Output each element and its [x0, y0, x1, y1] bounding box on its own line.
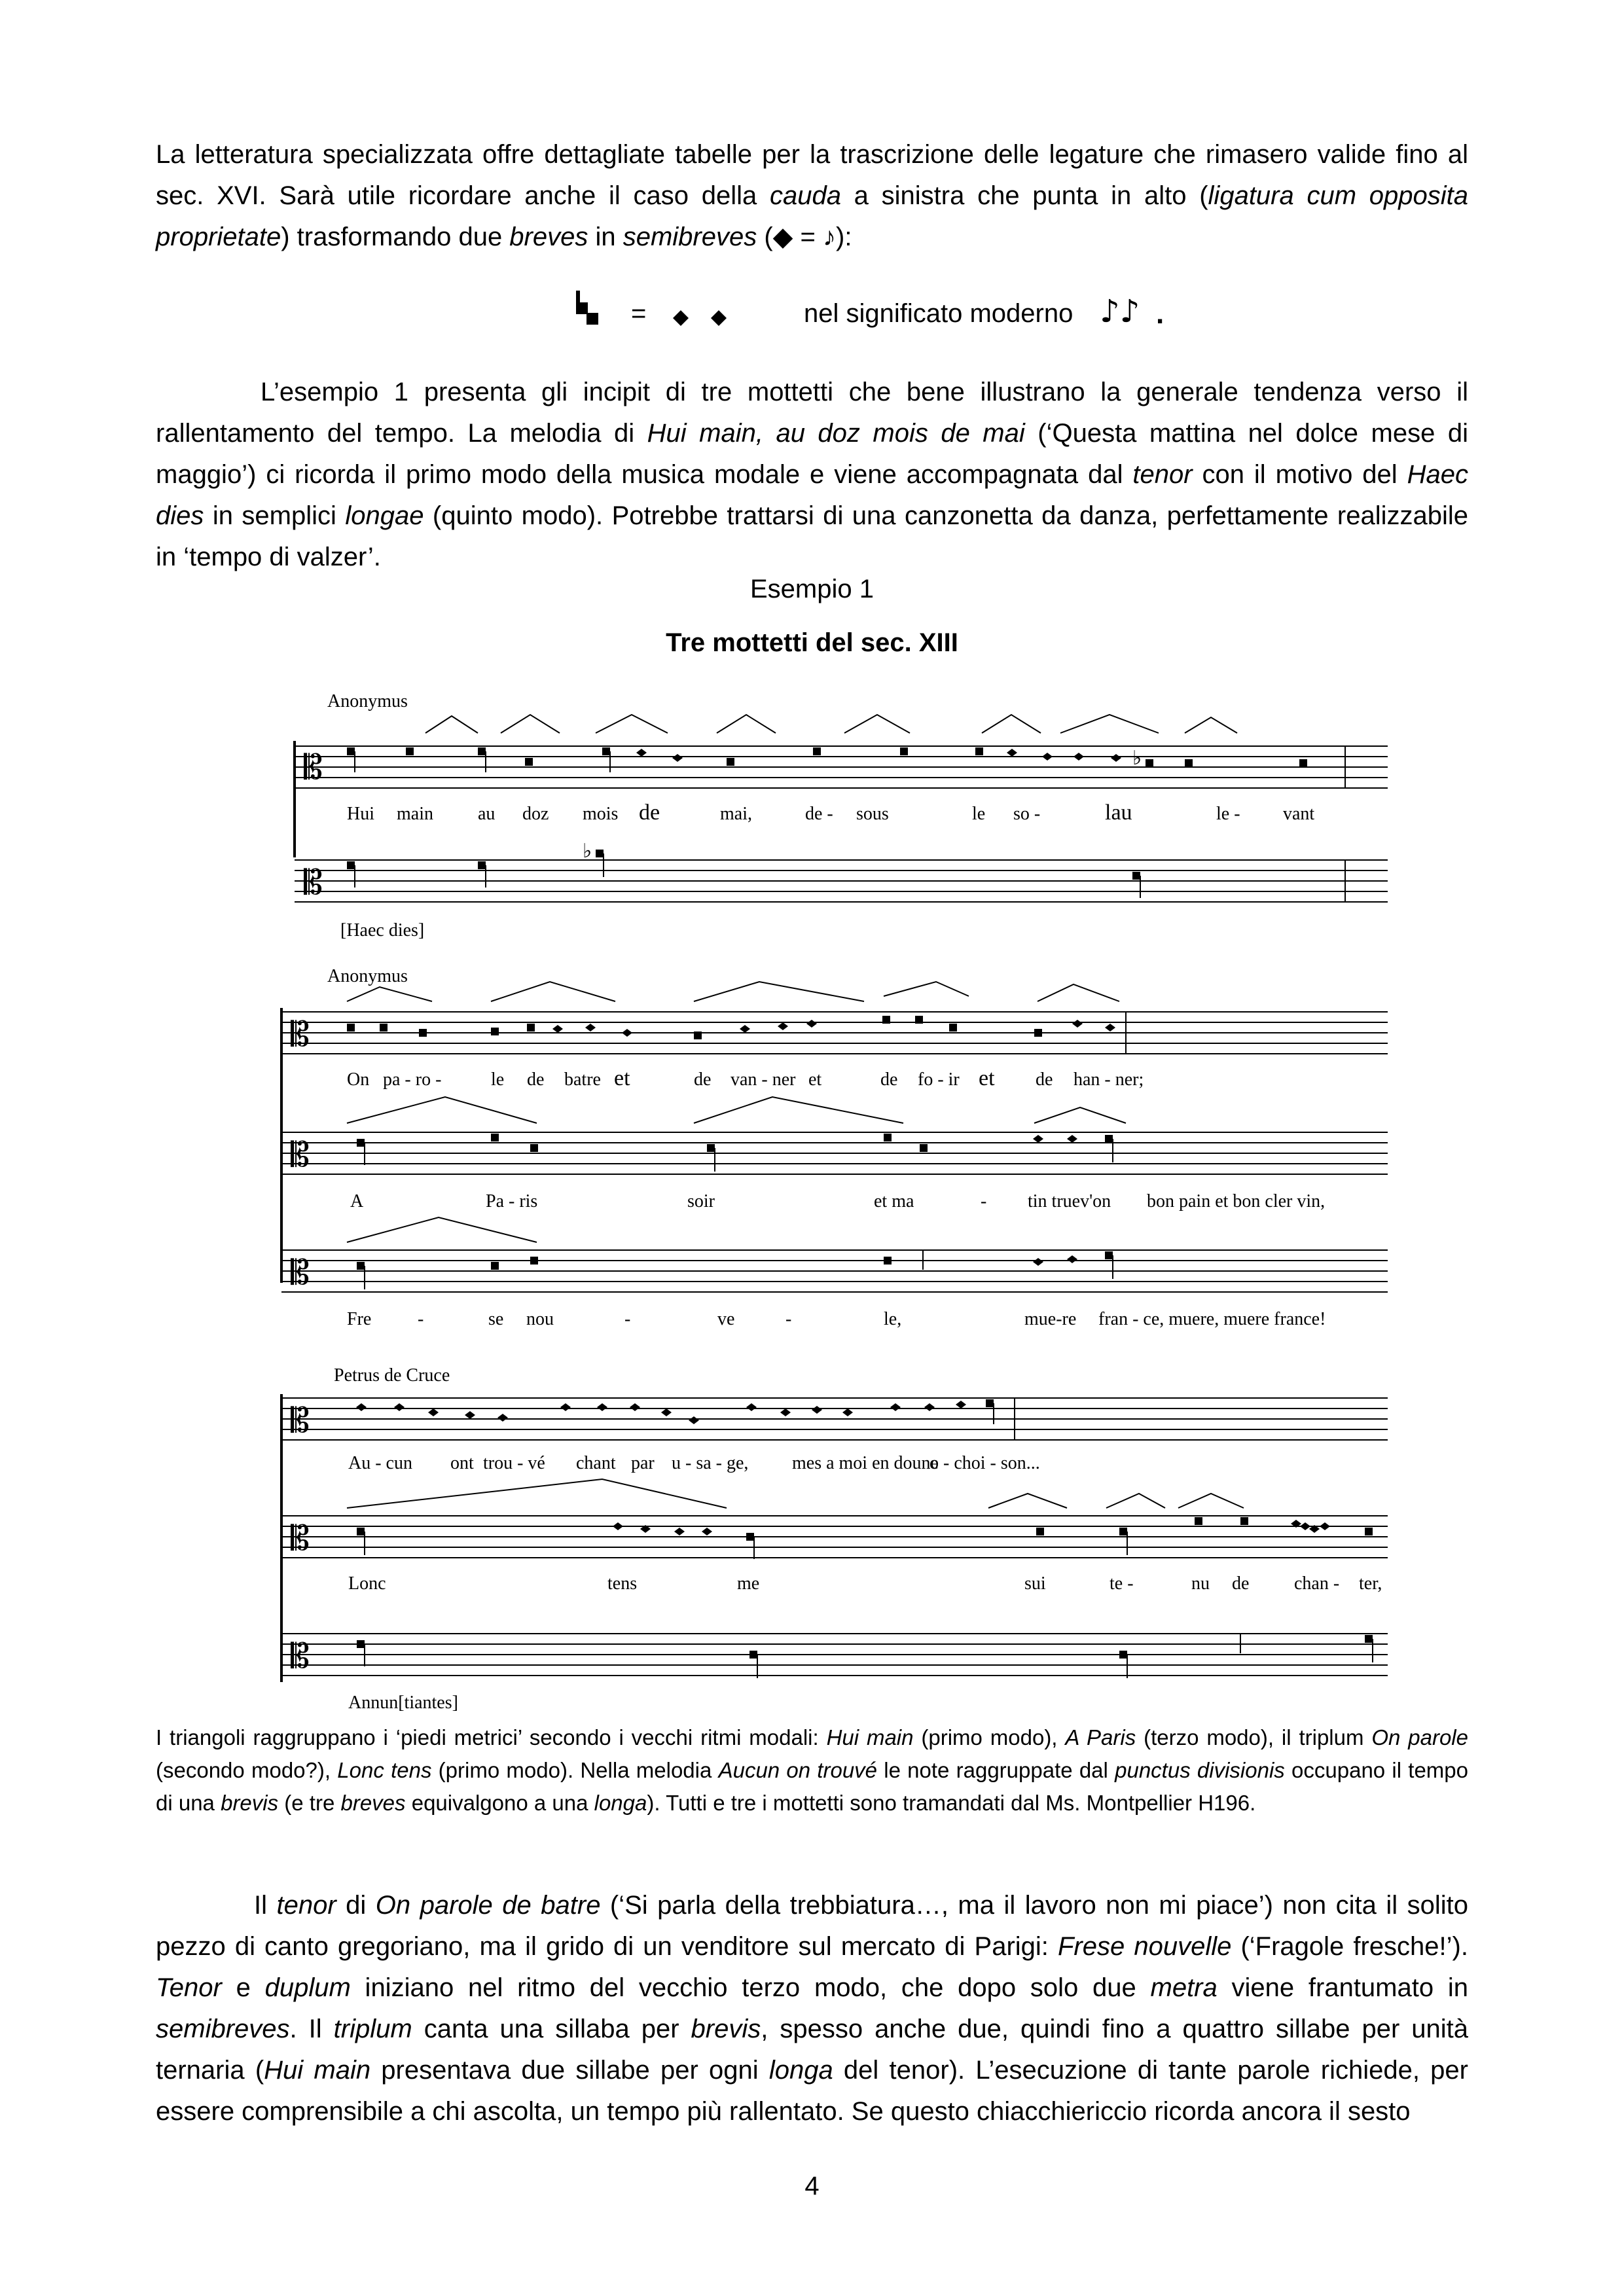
- notes-tenor: [357, 1634, 1373, 1678]
- lyric: et ma: [874, 1191, 914, 1211]
- lyric: main: [397, 804, 433, 824]
- tenor-label: Annun[tiantes]: [348, 1693, 458, 1713]
- lyric: sui: [1024, 1573, 1046, 1594]
- lyric: doz: [522, 804, 549, 824]
- lyric: -: [981, 1191, 987, 1211]
- modern-meaning-text: nel significato moderno: [804, 299, 1074, 328]
- lyric: et: [808, 1069, 822, 1090]
- equals-sign: =: [631, 299, 647, 328]
- lyric: On: [347, 1069, 370, 1090]
- page-number: 4: [804, 2172, 820, 2200]
- lyric: le: [491, 1069, 505, 1090]
- metric-triangles: [425, 715, 1237, 733]
- lyric: mois: [583, 804, 619, 824]
- music-score: [275, 681, 1388, 1713]
- metric-triangles: [347, 1479, 1244, 1508]
- lyrics-system-3-triplum: [348, 1453, 1040, 1473]
- lyrics-system-1: [347, 800, 1314, 825]
- lyric: chan -: [1294, 1573, 1340, 1594]
- lyric: -: [624, 1309, 631, 1329]
- ligature-cum-opposita-proprietate-icon: [576, 291, 598, 325]
- composer-label: Petrus de Cruce: [334, 1365, 450, 1386]
- tenor-label: [Haec dies]: [340, 920, 425, 941]
- lyrics-system-3-duplum: [348, 1573, 1382, 1594]
- lyric: de: [694, 1069, 712, 1090]
- paragraph-ligature-intro: La letteratura specializzata offre dettagliate tabelle per la trascrizione delle legature che rimasero valide fino al sec. XVI. Sarà utile ricordare anche il caso della cauda a sinistra che punta in alto (ligatura cum opposita proprietate) trasformando due breves in semibreves (◆ = ♪):: [156, 140, 1468, 251]
- lyric: mue-re: [1024, 1309, 1077, 1329]
- ligature-example: [0, 288, 1624, 340]
- lyric: par: [631, 1453, 655, 1473]
- c-clef-icon: 𝄡: [304, 863, 323, 903]
- lyric: tens: [607, 1573, 638, 1594]
- lyric: A: [350, 1191, 364, 1211]
- ligature-figure: [0, 288, 1624, 340]
- system-3: [281, 1365, 1388, 1713]
- composer-label: Anonymus: [327, 691, 408, 711]
- lyric: mai,: [720, 804, 752, 824]
- lyric: Lonc: [348, 1573, 386, 1594]
- lyric: de: [1232, 1573, 1250, 1594]
- lyric: de: [1036, 1069, 1053, 1090]
- c-clef-icon: 𝄡: [291, 1519, 310, 1558]
- lyric: nou: [526, 1309, 554, 1329]
- lyric: han - ner;: [1074, 1069, 1144, 1090]
- lyric: Fre: [347, 1309, 372, 1329]
- c-clef-icon: 𝄡: [291, 1015, 310, 1054]
- lyric: sous: [856, 804, 889, 824]
- metric-triangles: [347, 982, 1119, 1001]
- lyric: Au - cun: [348, 1453, 412, 1473]
- lyric: bon pain et bon cler vin,: [1147, 1191, 1326, 1211]
- paragraph-tenor-discussion: Il tenor di On parole de batre (‘Si parla della trebbiatura…, ma il lavoro non mi piace’) non cita il solito pezzo di canto gregoriano, ma il grido di un venditore sul mercato di Parigi: Frese nouvelle (‘Fragole fresche!’). Tenor e duplum iniziano nel ritmo del vecchio terzo modo, che dopo solo due metra viene frantumato in semibreves. Il triplum canta una sillaba per brevis, spesso anche due, quindi fino a quattro sillabe per unità ternaria (Hui main presentava due sillabe per ogni longa del tenor). L’esecuzione di tante parole richiede, per essere comprensibile a chi ascolta, un tempo più rallentato. Se questo chiacchiericcio ricorda ancora il sesto: [156, 1891, 1469, 2126]
- lyric: Pa - ris: [486, 1191, 538, 1211]
- lyric: ve: [717, 1309, 735, 1329]
- notes-tenor: [357, 1250, 1113, 1289]
- example-caption: I triangoli raggruppano i ‘piedi metrici’ secondo i vecchi ritmi modali: Hui main (primo modo), A Paris (terzo modo), il triplum On parole (secondo modo?), Lonc tens (primo modo). Nella melodia Aucun on trouvé le note raggruppate dal punctus divisionis occupano il tempo di una brevis (e tre breves equivalgono a una longa). Tutti e tre i mottetti sono tramandati dal Ms. Montpellier H196.: [156, 1725, 1468, 1815]
- lyric: chant: [576, 1453, 616, 1473]
- lyric: fran - ce, muere, muere france!: [1098, 1309, 1326, 1329]
- staff-tenor: [281, 1634, 1388, 1676]
- c-clef-icon: 𝄡: [304, 748, 323, 787]
- lyric: Hui: [347, 804, 374, 824]
- lyric: fo - ir: [918, 1069, 960, 1090]
- system-1: [295, 691, 1388, 941]
- lyric: trou - vé: [483, 1453, 545, 1473]
- lyric: de -: [805, 804, 833, 824]
- lyric: le,: [884, 1309, 902, 1329]
- lyric: mes a moi en doune: [792, 1453, 939, 1473]
- staff-tenor: [281, 1250, 1388, 1292]
- example-title: Tre mottetti del sec. XIII: [666, 628, 958, 657]
- lyric: lau: [1105, 800, 1132, 825]
- lyric: le: [972, 804, 986, 824]
- period: .: [1156, 298, 1164, 330]
- lyric: de: [527, 1069, 545, 1090]
- semibreve-pair-icon: [673, 310, 727, 326]
- composer-label: Anonymus: [327, 966, 408, 986]
- paragraph-example-intro: L’esempio 1 presenta gli incipit di tre mottetti che bene illustrano la generale tendenza verso il rallentamento del tempo. La melodia di Hui main, au doz mois de mai (‘Questa mattina nel dolce mese di maggio’) ci ricorda il primo modo della musica modale e viene accompagnata dal tenor con il motivo del Haec dies in semplici longae (quinto modo). Potrebbe trattarsi di una canzonetta da danza, perfettamente realizzabile in ‘tempo di valzer’.: [156, 378, 1468, 571]
- staff-triplum: [295, 741, 1388, 857]
- lyric: -: [418, 1309, 424, 1329]
- svg-text:♭: ♭: [1132, 747, 1142, 769]
- system-2: [281, 966, 1388, 1329]
- lyrics-system-2-triplum: [347, 1066, 1144, 1090]
- staff-duplum: [281, 1516, 1388, 1558]
- lyric: nu: [1191, 1573, 1210, 1594]
- lyric: me: [737, 1573, 760, 1594]
- lyric: de: [639, 800, 660, 825]
- svg-text:♭: ♭: [583, 840, 592, 862]
- lyric: te -: [1110, 1573, 1134, 1594]
- lyric: o - choi - son...: [929, 1453, 1040, 1473]
- staff-triplum: [281, 1394, 1388, 1682]
- lyric: ter,: [1359, 1573, 1382, 1594]
- lyric: de: [880, 1069, 898, 1090]
- lyric: le -: [1216, 804, 1240, 824]
- metric-triangles: [347, 1217, 537, 1242]
- eighth-notes-icon: ♪♪: [1100, 293, 1140, 330]
- c-clef-icon: 𝄡: [291, 1401, 310, 1441]
- lyric: van - ner: [731, 1069, 796, 1090]
- lyric: se: [488, 1309, 504, 1329]
- lyric: ont: [450, 1453, 474, 1473]
- lyric: au: [478, 804, 496, 824]
- example-label: Esempio 1: [750, 575, 874, 603]
- lyric: batre: [564, 1069, 601, 1090]
- c-clef-icon: 𝄡: [291, 1637, 310, 1676]
- c-clef-icon: 𝄡: [291, 1253, 310, 1293]
- lyric: et: [614, 1066, 630, 1090]
- lyric: tin truev'on: [1028, 1191, 1111, 1211]
- lyric: u - sa - ge,: [672, 1453, 749, 1473]
- lyric: et: [979, 1066, 995, 1090]
- c-clef-icon: 𝄡: [291, 1136, 310, 1175]
- lyrics-system-2-tenor: [347, 1309, 1326, 1329]
- staff-duplum: [281, 1132, 1388, 1174]
- staff-triplum: [281, 1008, 1388, 1283]
- lyric: -: [785, 1309, 792, 1329]
- lyric: vant: [1283, 804, 1315, 824]
- metric-triangles: [347, 1097, 1126, 1123]
- staff-tenor: [295, 860, 1388, 902]
- notes-duplum: [357, 1517, 1373, 1559]
- lyrics-system-2-duplum: [350, 1191, 1325, 1211]
- lyric: soir: [687, 1191, 715, 1211]
- lyric: pa - ro -: [383, 1069, 442, 1090]
- lyric: so -: [1013, 804, 1041, 824]
